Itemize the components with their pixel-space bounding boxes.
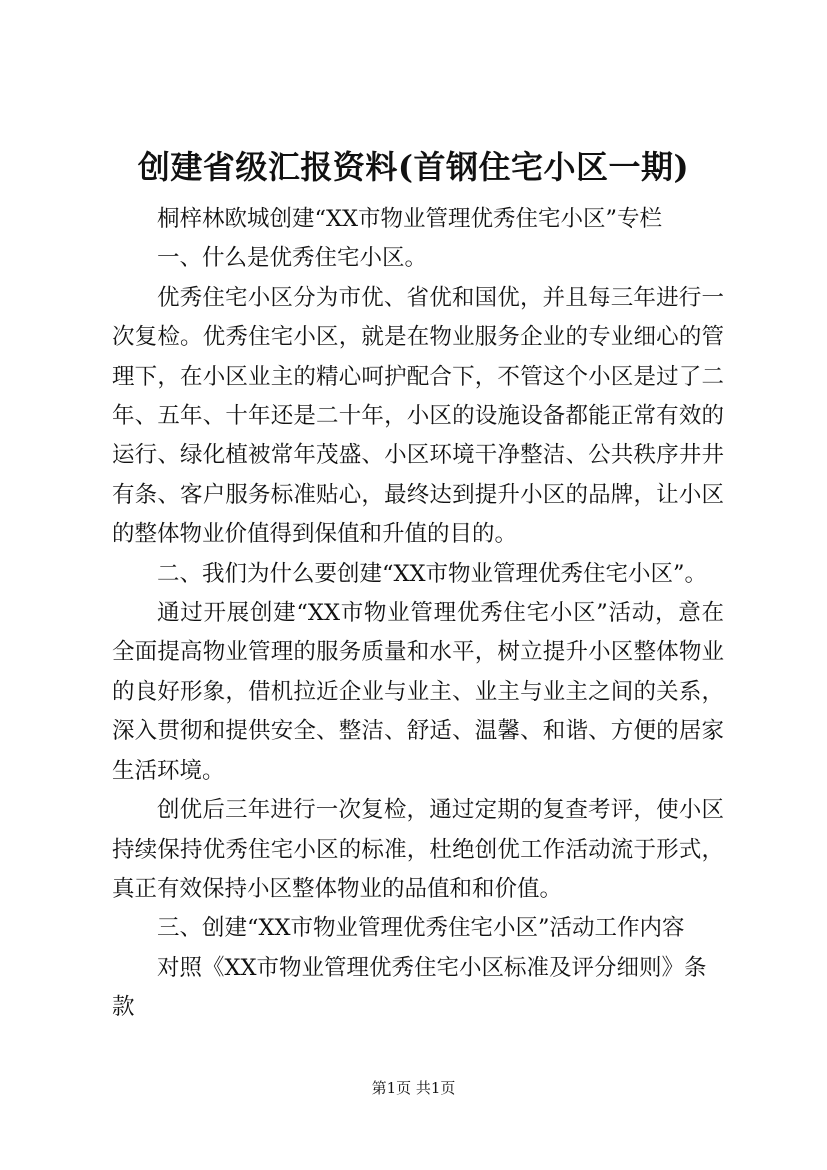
document-body xyxy=(112,200,724,1028)
paragraph-4: 对照《XX市物业管理优秀住宅小区标准及评分细则》条款 xyxy=(112,954,707,1021)
paragraph-2: 通过开展创建“XX市物业管理优秀住宅小区”活动，意在全面提高物业管理的服务质量和水平，树立提升小区整体物业的良好形象，借机拉近企业与业主、业主与业主之间的关系，深入贯彻和提供安全、整洁、舒适、温馨、和谐、方便的居家生活环境。 xyxy=(112,600,724,784)
section-heading-3: 三、创建“XX市物业管理优秀住宅小区”活动工作内容 xyxy=(157,915,685,942)
page-footer: 第1页 共1页 xyxy=(371,1079,456,1097)
paragraph-1: 优秀住宅小区分为市优、省优和国优，并且每三年进行一次复检。优秀住宅小区，就是在物业服务企业的专业细心的管理下，在小区业主的精心呵护配合下，不管这个小区是过了二年、五年、十年还是二十年，小区的设施设备都能正常有效的运行、绿化植被常年茂盛、小区环境干净整洁、公共秩序井井有条、客户服务标准贴心，最终达到提升小区的品牌，让小区的整体物业价值得到保值和升值的目的。 xyxy=(112,284,724,548)
paragraph-3: 创优后三年进行一次复检，通过定期的复查考评，使小区持续保持优秀住宅小区的标准，杜绝创优工作活动流于形式，真正有效保持小区整体物业的品值和和价值。 xyxy=(112,797,724,902)
column-heading: 桐梓林欧城创建“XX市物业管理优秀住宅小区”专栏 xyxy=(157,206,663,232)
section-heading-1: 一、什么是优秀住宅小区。 xyxy=(157,245,428,272)
section-heading-2: 二、我们为什么要创建“XX市物业管理优秀住宅小区”。 xyxy=(157,560,708,587)
document-title: 创建省级汇报资料(首钢住宅小区一期) xyxy=(137,148,690,186)
